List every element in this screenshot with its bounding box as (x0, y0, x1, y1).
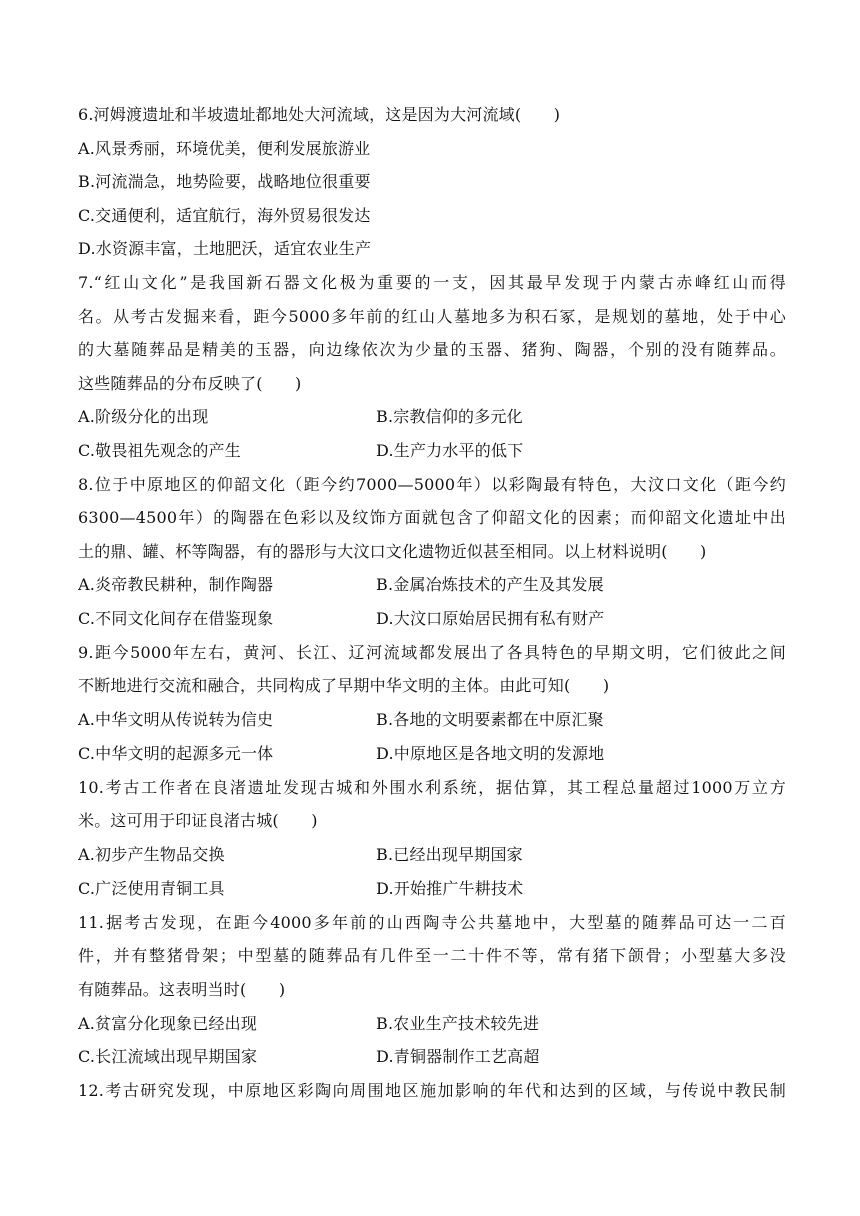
question-7-option-a: A.阶级分化的出现 (78, 407, 209, 426)
question-7-stem-line: 的大墓随葬品是精美的玉器，向边缘依次为少量的玉器、猪狗、陶器，个别的没有随葬品。 (78, 340, 786, 359)
question-9-options-row (78, 710, 786, 730)
question-7-stem-line: 这些随葬品的分布反映了( ) (78, 374, 302, 393)
question-11-options-row (78, 1014, 786, 1034)
question-8-stem-line: 土的鼎、罐、杯等陶器，有的器形与大汶口文化遗物近似甚至相同。以上材料说明( ) (78, 542, 707, 561)
question-11-option-c: C.长江流域出现早期国家 (78, 1047, 258, 1066)
question-7-stem-line: 7.“红山文化”是我国新石器文化极为重要的一支，因其最早发现于内蒙古赤峰红山而得 (78, 273, 786, 292)
question-11-option-a: A.贫富分化现象已经出现 (78, 1014, 258, 1033)
question-8-option-c: C.不同文化间存在借鉴现象 (78, 609, 274, 628)
question-8-option-d: D.大汶口原始居民拥有私有财产 (376, 609, 605, 628)
question-11-stem-line: 件，并有整猪骨架；中型墓的随葬品有几件至一二十件不等，常有猪下颌骨；小型墓大多没 (78, 946, 786, 965)
question-8-option-b: B.金属冶炼技术的产生及其发展 (376, 575, 604, 594)
question-8-stem-line: 6300—4500年）的陶器在色彩以及纹饰方面就包含了仰韶文化的因素；而仰韶文化遗址中出 (78, 508, 786, 527)
question-10-option-c: C.广泛使用青铜工具 (78, 879, 225, 898)
question-11-options-row (78, 1047, 786, 1067)
question-10-option-b: B.已经出现早期国家 (376, 845, 523, 864)
question-10-option-d: D.开始推广牛耕技术 (376, 879, 524, 898)
question-6-option-a: A.风景秀丽，环境优美，便利发展旅游业 (78, 139, 371, 158)
question-8-stem-line: 8.位于中原地区的仰韶文化（距今约7000—5000年）以彩陶最有特色，大汶口文化（距今约 (78, 475, 786, 494)
question-11-option-b: B.农业生产技术较先进 (376, 1014, 540, 1033)
question-9-option-c: C.中华文明的起源多元一体 (78, 744, 274, 763)
question-8-options-row (78, 609, 786, 629)
question-10-options-row (78, 845, 786, 865)
question-7-stem-line: 名。从考古发掘来看，距今5000多年前的红山人墓地多为积石冢，是规划的墓地，处于中心 (78, 307, 786, 326)
question-11-option-d: D.青铜器制作工艺高超 (376, 1047, 540, 1066)
question-11-stem-line: 11.据考古发现，在距今4000多年前的山西陶寺公共墓地中，大型墓的随葬品可达一二百 (78, 913, 786, 932)
question-9-option-a: A.中华文明从传说转为信史 (78, 710, 274, 729)
question-10-option-a: A.初步产生物品交换 (78, 845, 225, 864)
question-10-stem-line: 10.考古工作者在良渚遗址发现古城和外围水利系统，据估算，其工程总量超过1000万立方 (78, 778, 786, 797)
question-6-option-c: C.交通便利，适宜航行，海外贸易很发达 (78, 206, 371, 225)
question-12-stem-line: 12.考古研究发现，中原地区彩陶向周围地区施加影响的年代和达到的区域，与传说中教民制 (78, 1081, 786, 1100)
question-9-stem-line: 不断地进行交流和融合，共同构成了早期中华文明的主体。由此可知( ) (78, 676, 610, 695)
question-7-option-b: B.宗教信仰的多元化 (376, 407, 523, 426)
question-7-options-row (78, 407, 786, 427)
question-9-option-b: B.各地的文明要素都在中原汇聚 (376, 710, 604, 729)
question-10-options-row (78, 879, 786, 899)
question-6-option-d: D.水资源丰富，土地肥沃，适宜农业生产 (78, 239, 372, 258)
question-9-option-d: D.中原地区是各地文明的发源地 (376, 744, 605, 763)
question-7-options-row (78, 441, 786, 461)
question-6-option-b: B.河流湍急，地势险要，战略地位很重要 (78, 172, 371, 191)
question-8-option-a: A.炎帝教民耕种，制作陶器 (78, 575, 274, 594)
question-6-stem: 6.河姆渡遗址和半坡遗址都地处大河流域，这是因为大河流域( ) (78, 105, 561, 124)
question-8-options-row (78, 575, 786, 595)
question-9-options-row (78, 744, 786, 764)
question-9-stem-line: 9.距今5000年左右，黄河、长江、辽河流域都发展出了各具特色的早期文明，它们彼此之间 (78, 643, 786, 662)
question-7-option-d: D.生产力水平的低下 (376, 441, 524, 460)
question-10-stem-line: 米。这可用于印证良渚古城( ) (78, 811, 318, 830)
question-11-stem-line: 有随葬品。这表明当时( ) (78, 980, 286, 999)
question-7-option-c: C.敬畏祖先观念的产生 (78, 441, 241, 460)
